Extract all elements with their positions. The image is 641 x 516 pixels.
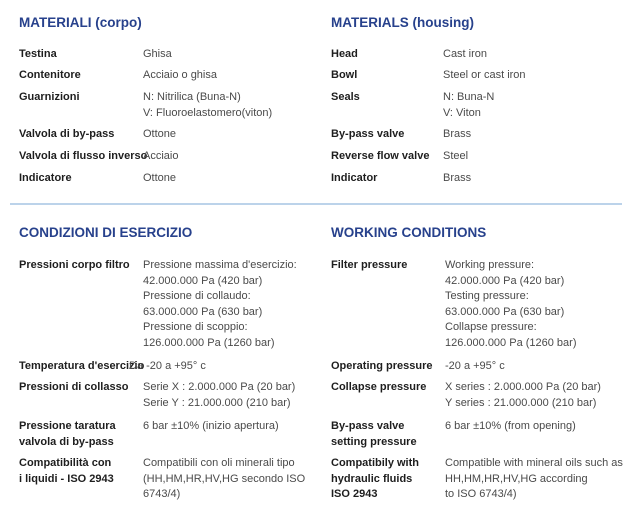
section-title: WORKING CONDITIONS xyxy=(331,225,487,240)
spec-value: X series : 2.000.000 Pa (20 bar) Y series : 21.000.000 (210 bar) xyxy=(445,381,601,409)
spec-value: Pressione massima d'esercizio: 42.000.000 Pa (420 bar) Pressione di collaudo: 63.000.000 Pa (630 bar) Pressione di scoppio: 126.000.000 Pa (1260 bar) xyxy=(143,259,297,349)
spec-value: Brass xyxy=(443,172,472,184)
spec-value: Acciaio xyxy=(143,150,179,162)
spec-value: Ottone xyxy=(143,172,177,184)
spec-label: Valvola di flusso inverso xyxy=(19,150,148,162)
spec-label: Testina xyxy=(19,48,57,60)
spec-value: Cast iron xyxy=(443,48,488,60)
spec-value: 6 bar ±10% (inizio apertura) xyxy=(143,420,279,432)
spec-label: By-pass valve setting pressure xyxy=(331,420,417,448)
spec-value: Steel or cast iron xyxy=(443,69,526,81)
spec-value: Ghisa xyxy=(143,48,172,60)
spec-label: Bowl xyxy=(331,69,358,81)
spec-value: N: Nitrilica (Buna-N) V: Fluoroelastomero(viton) xyxy=(143,91,273,119)
spec-label: Seals xyxy=(331,91,360,103)
spec-label: Pressione taratura valvola di by-pass xyxy=(19,420,116,448)
spec-label: Contenitore xyxy=(19,69,81,81)
spec-value: N: Buna-N V: Viton xyxy=(443,91,495,119)
section-title: CONDIZIONI DI ESERCIZIO xyxy=(19,225,193,240)
spec-value: Da -20 a +95° c xyxy=(129,360,206,372)
spec-value: -20 a +95° c xyxy=(445,360,505,372)
spec-label: Pressioni di collasso xyxy=(19,381,129,393)
spec-value: Compatibili con oli minerali tipo (HH,HM,HR,HV,HG secondo ISO 6743/4) xyxy=(143,457,306,500)
spec-value: Brass xyxy=(443,128,472,140)
spec-label: Indicator xyxy=(331,172,378,184)
spec-label: Reverse flow valve xyxy=(331,150,430,162)
spec-value: Serie X : 2.000.000 Pa (20 bar) Serie Y : 21.000.000 (210 bar) xyxy=(143,381,296,409)
spec-label: Compatibilità con i liquidi - ISO 2943 xyxy=(19,457,114,485)
section-title: MATERIALI (corpo) xyxy=(19,15,142,30)
spec-label: Valvola di by-pass xyxy=(19,128,115,140)
spec-value: 6 bar ±10% (from opening) xyxy=(445,420,576,432)
spec-label: Pressioni corpo filtro xyxy=(19,259,130,271)
spec-label: Indicatore xyxy=(19,172,72,184)
spec-label: Guarnizioni xyxy=(19,91,80,103)
spec-label: Temperatura d'esercizio xyxy=(19,360,145,372)
section-title: MATERIALS (housing) xyxy=(331,15,474,30)
spec-value: Acciaio o ghisa xyxy=(143,69,217,81)
spec-value: Ottone xyxy=(143,128,177,140)
spec-value: Compatible with mineral oils such as HH,HM,HR,HV,HG according to ISO 6743/4) xyxy=(445,457,623,500)
spec-label: Filter pressure xyxy=(331,259,408,271)
spec-label: Operating pressure xyxy=(331,360,433,372)
section-divider xyxy=(10,203,622,205)
spec-label: Compatibily with hydraulic fluids ISO 2943 xyxy=(331,457,419,500)
spec-label: By-pass valve xyxy=(331,128,405,140)
spec-value: Working pressure: 42.000.000 Pa (420 bar) Testing pressure: 63.000.000 Pa (630 bar) Collapse pressure: 126.000.000 Pa (1260 bar) xyxy=(445,259,577,349)
spec-value: Steel xyxy=(443,150,469,162)
spec-label: Collapse pressure xyxy=(331,381,427,393)
spec-label: Head xyxy=(331,48,358,60)
